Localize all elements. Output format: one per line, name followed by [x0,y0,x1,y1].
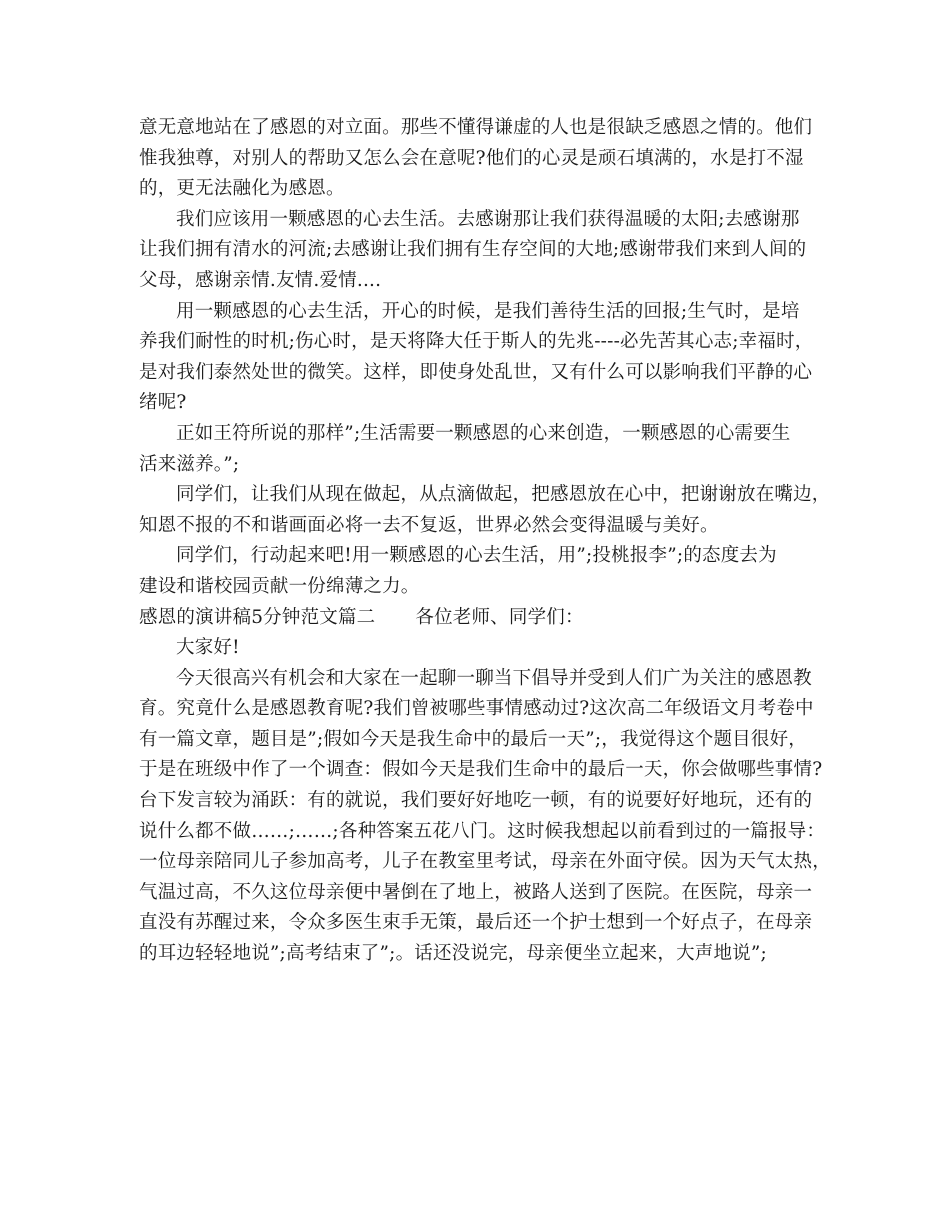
document-body [139,113,831,970]
text-line: 让我们拥有清水的河流;去感谢让我们拥有生存空间的大地;感谢带我们来到人间的 [139,239,807,261]
text-line: 今天很高兴有机会和大家在一起聊一聊当下倡导并受到人们广为关注的感恩教 [176,667,812,689]
text-line: 同学们，让我们从现在做起，从点滴做起，把感恩放在心中，把谢谢放在嘴边， [176,484,831,506]
text-line: 的耳边轻轻地说”;高考结束了”;。话还没说完，母亲便坐立起来，大声地说”; [139,943,767,965]
text-line: 知恩不报的不和谐画面必将一去不复返，世界必然会变得温暖与美好。 [139,514,719,536]
text-line: 于是在班级中作了一个调查：假如今天是我们生命中的最后一天，你会做哪些事情? [139,759,823,781]
text-line: 的，更无法融化为感恩。 [139,178,345,200]
text-line: 活来滋养。”; [139,453,240,475]
text-line: 气温过高，不久这位母亲便中暑倒在了地上，被路人送到了医院。在医院，母亲一 [139,881,813,903]
text-line: 有一篇文章，题目是”;假如今天是我生命中的最后一天”;，我觉得这个题目很好， [139,728,807,750]
section-title: 感恩的演讲稿5分钟范文篇二 [139,606,376,628]
text-line: 惟我独尊，对别人的帮助又怎么会在意呢?他们的心灵是顽石填满的，水是打不湿 [139,147,804,169]
text-line: 养我们耐性的时机;伤心时，是天将降大任于斯人的先兆----必先苦其心志;幸福时， [139,331,814,353]
text-line: 是对我们泰然处世的微笑。这样，即使身处乱世，又有什么可以影响我们平静的心 [139,361,813,383]
text-line: 同学们，行动起来吧!用一颗感恩的心去生活，用”;投桃报李”;的态度去为 [176,545,777,567]
text-line: 说什么都不做……;……;各种答案五花八门。这时候我想起以前看到过的一篇报导： [139,820,826,842]
text-line: 我们应该用一颗感恩的心去生活。去感谢那让我们获得温暖的太阳;去感谢那 [176,208,800,230]
text-line: 意无意地站在了感恩的对立面。那些不懂得谦虚的人也是很缺乏感恩之情的。他们 [139,117,813,138]
text-line: 绪呢? [139,392,187,414]
text-line: 育。究竟什么是感恩教育呢?我们曾被哪些事情感动过?这次高二年级语文月考卷中 [139,698,814,720]
text-line: 一位母亲陪同儿子参加高考，儿子在教室里考试，母亲在外面守侯。因为天气太热， [139,851,831,873]
text-line: 父母，感谢亲情.友情.爱情.... [139,269,382,291]
text-line: 直没有苏醒过来，令众多医生束手无策，最后还一个护士想到一个好点子，在母亲 [139,912,813,934]
text-line: 正如王符所说的那样”;生活需要一颗感恩的心来创造，一颗感恩的心需要生 [176,422,791,444]
text-line: 用一颗感恩的心去生活，开心的时候，是我们善待生活的回报;生气时，是培 [176,300,800,322]
text-line: 大家好! [176,637,240,659]
salutation: 各位老师、同学们： [415,606,584,628]
text-line: 台下发言较为涌跃：有的就说，我们要好好地吃一顿，有的说要好好地玩，还有的 [139,790,813,812]
section-heading [139,603,811,634]
text-line: 建设和谐校园贡献一份绵薄之力。 [139,575,420,597]
